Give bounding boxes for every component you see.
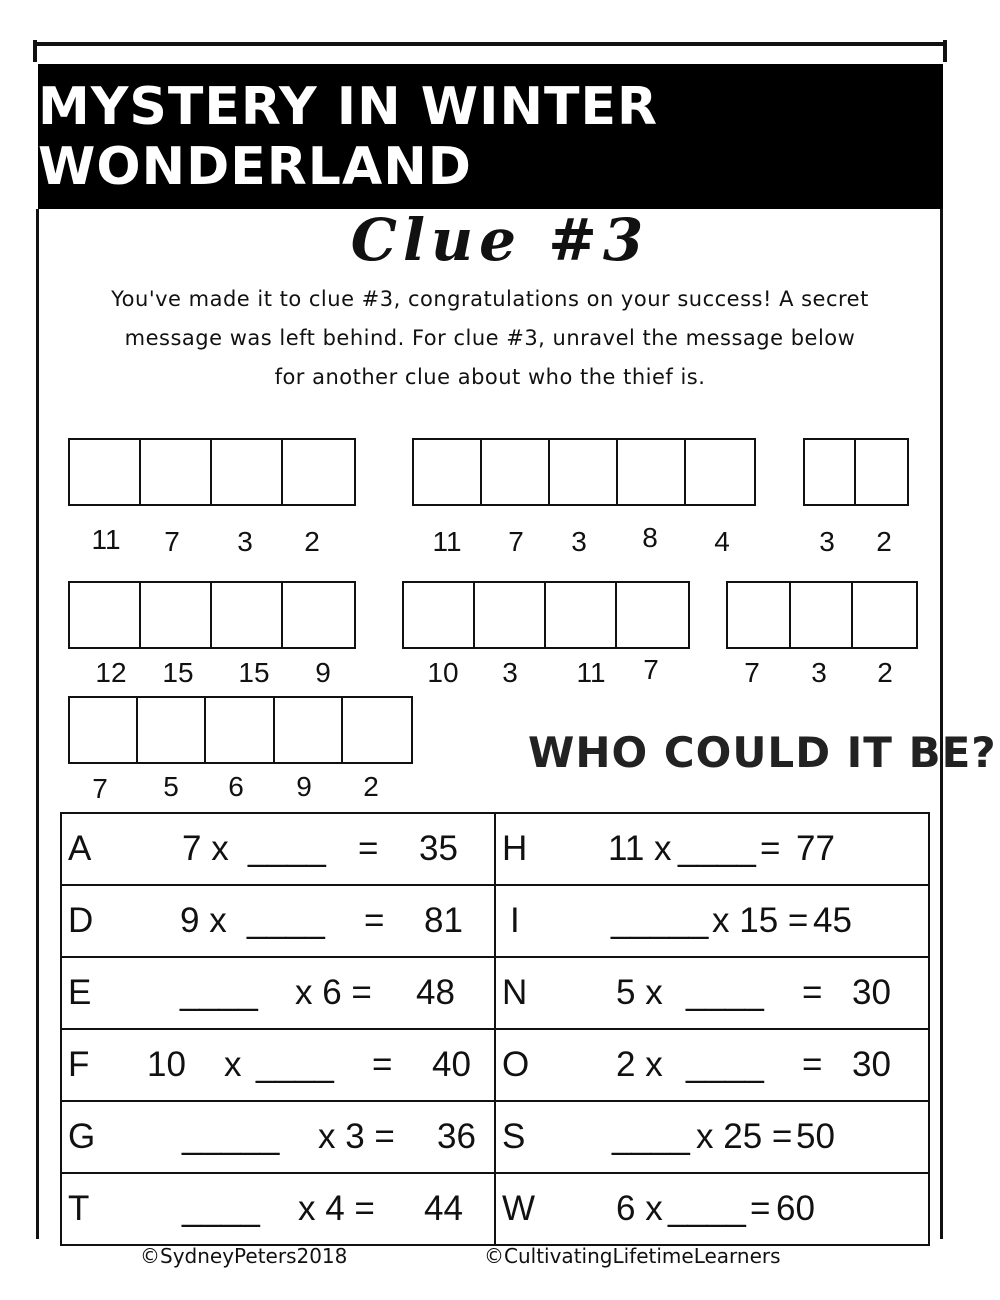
answer-blank[interactable]: ____: [678, 829, 756, 868]
key-factor: 9 x: [180, 901, 227, 940]
letter-box[interactable]: [853, 583, 916, 647]
key-letter: N: [502, 973, 528, 1012]
key-equals: =: [372, 1045, 393, 1084]
key-letter: O: [502, 1045, 530, 1084]
letter-box[interactable]: [482, 440, 550, 504]
key-cell-h: [495, 813, 929, 885]
word-1-boxes[interactable]: [68, 438, 356, 506]
key-equals: =: [802, 1045, 823, 1084]
letter-box[interactable]: [70, 698, 138, 762]
word-number: 11: [432, 526, 462, 557]
key-cell-s: [495, 1101, 929, 1173]
key-result: 30: [852, 973, 891, 1012]
key-letter: S: [502, 1117, 526, 1156]
letter-box[interactable]: [212, 440, 283, 504]
key-letter: H: [502, 829, 528, 868]
intro-line-3: for another clue about who the thief is.: [274, 365, 706, 389]
word-number: 15: [238, 657, 270, 688]
key-factor: 6 x: [616, 1189, 663, 1228]
word-6-boxes[interactable]: [726, 581, 918, 649]
word-number: 3: [819, 526, 835, 557]
key-letter: D: [68, 901, 94, 940]
key-cell-w: [495, 1173, 929, 1245]
key-factor: x 25 =: [696, 1117, 793, 1156]
clue-title: Clue #3: [350, 206, 650, 274]
letter-box[interactable]: [138, 698, 206, 762]
key-result: 36: [437, 1117, 476, 1156]
answer-blank[interactable]: ____: [248, 829, 326, 868]
key-result: 48: [416, 973, 455, 1012]
letter-box[interactable]: [686, 440, 754, 504]
word-number: 3: [811, 657, 827, 688]
letter-box[interactable]: [791, 583, 854, 647]
answer-blank[interactable]: ____: [686, 1045, 764, 1084]
word-number: 12: [95, 657, 127, 688]
table-row: [61, 957, 929, 1029]
word-number: 2: [876, 526, 892, 557]
key-factor: 10: [147, 1045, 186, 1084]
letter-box[interactable]: [212, 583, 283, 647]
letter-box[interactable]: [414, 440, 482, 504]
table-row: [61, 1029, 929, 1101]
word-number: 2: [363, 771, 379, 802]
table-row: [61, 813, 929, 885]
word-number: 6: [228, 771, 244, 802]
key-factor: 11 x: [608, 829, 672, 868]
word-number: 4: [714, 526, 730, 557]
answer-blank[interactable]: _____: [182, 1117, 280, 1156]
title-banner: [38, 64, 943, 209]
word-number: 15: [162, 657, 194, 688]
key-result: 81: [424, 901, 463, 940]
word-2-boxes[interactable]: [412, 438, 756, 506]
letter-box[interactable]: [805, 440, 856, 504]
key-cell-d: [61, 885, 495, 957]
key-cell-f: [61, 1029, 495, 1101]
intro-line-2: message was left behind. For clue #3, unravel the message below: [124, 326, 856, 350]
letter-box[interactable]: [728, 583, 791, 647]
answer-blank[interactable]: ____: [247, 901, 325, 940]
table-row: [61, 885, 929, 957]
letter-box[interactable]: [546, 583, 617, 647]
letter-box[interactable]: [550, 440, 618, 504]
top-rule-right-tick: [943, 40, 947, 62]
key-cell-n: [495, 957, 929, 1029]
key-result: 77: [796, 829, 835, 868]
key-letter: W: [502, 1189, 536, 1228]
word-number: 7: [508, 526, 524, 557]
letter-box[interactable]: [404, 583, 475, 647]
letter-box[interactable]: [206, 698, 274, 762]
word-number: 3: [571, 526, 587, 557]
word-number: 2: [304, 526, 320, 557]
letter-box[interactable]: [70, 583, 141, 647]
key-equals: =: [364, 901, 385, 940]
word-number: 9: [296, 771, 312, 802]
word-number: 7: [643, 654, 659, 685]
key-factor: x 3 =: [318, 1117, 395, 1156]
key-factor: x 4 =: [298, 1189, 375, 1228]
key-times: x: [224, 1045, 242, 1084]
key-cell-i: [495, 885, 929, 957]
banner-title: MYSTERY IN WINTER WONDERLAND: [38, 76, 659, 197]
key-equals: =: [760, 829, 781, 868]
key-letter: I: [510, 901, 520, 940]
key-cell-g: [61, 1101, 495, 1173]
key-letter: F: [68, 1045, 90, 1084]
answer-blank[interactable]: ____: [686, 973, 764, 1012]
intro-line-1: You've made it to clue #3, congratulations on your success! A secret: [111, 287, 869, 311]
letter-box[interactable]: [618, 440, 686, 504]
intro-text: [60, 280, 920, 397]
word-number: 2: [877, 657, 893, 688]
word-number: 11: [576, 657, 606, 688]
key-factor: x 15 =: [712, 901, 809, 940]
key-result: 60: [776, 1189, 815, 1228]
answer-blank[interactable]: ____: [256, 1045, 334, 1084]
table-row: [61, 1101, 929, 1173]
key-factor: x 6 =: [295, 973, 372, 1012]
word-number: 3: [237, 526, 253, 557]
answer-blank[interactable]: _____: [611, 901, 709, 940]
letter-box[interactable]: [141, 583, 212, 647]
key-letter: E: [68, 973, 92, 1012]
key-factor: 7 x: [182, 829, 229, 868]
who-could-it-be-heading: WHO COULD IT BE?: [528, 728, 997, 777]
letter-box[interactable]: [141, 440, 212, 504]
letter-box[interactable]: [856, 440, 907, 504]
word-number: 8: [642, 522, 658, 553]
key-equals: =: [358, 829, 379, 868]
word-4-boxes[interactable]: [68, 581, 356, 649]
key-letter: T: [68, 1189, 90, 1228]
key-factor: 2 x: [616, 1045, 663, 1084]
key-letter: A: [68, 829, 92, 868]
word-number: 10: [427, 657, 459, 688]
key-result: 50: [796, 1117, 835, 1156]
word-3-boxes[interactable]: [803, 438, 909, 506]
top-rule-left-tick: [33, 40, 37, 62]
letter-box[interactable]: [283, 583, 354, 647]
left-border: [36, 209, 39, 1239]
key-cell-a: [61, 813, 495, 885]
word-number: 3: [502, 657, 518, 688]
word-5-boxes[interactable]: [402, 581, 690, 649]
table-row: [61, 1173, 929, 1245]
key-equals: =: [750, 1189, 771, 1228]
word-number: 7: [744, 657, 760, 688]
letter-box[interactable]: [283, 440, 354, 504]
right-border: [940, 209, 943, 1239]
word-number: 11: [91, 524, 121, 555]
key-factor: 5 x: [616, 973, 663, 1012]
footer-copyright-left: ©SydneyPeters2018: [140, 1244, 348, 1268]
key-result: 30: [852, 1045, 891, 1084]
key-cell-t: [61, 1173, 495, 1245]
letter-box[interactable]: [475, 583, 546, 647]
word-number: 7: [92, 773, 108, 804]
letter-box[interactable]: [343, 698, 411, 762]
answer-blank[interactable]: ____: [180, 973, 258, 1012]
key-letter: G: [68, 1117, 96, 1156]
key-result: 45: [813, 901, 852, 940]
key-result: 44: [424, 1189, 463, 1228]
word-number: 7: [164, 526, 180, 557]
answer-blank[interactable]: ____: [668, 1189, 746, 1228]
word-number: 5: [163, 771, 179, 802]
key-cell-e: [61, 957, 495, 1029]
letter-key-table: [60, 812, 930, 1246]
word-number: 9: [315, 657, 331, 688]
key-result: 35: [419, 829, 458, 868]
key-equals: =: [802, 973, 823, 1012]
letter-box[interactable]: [275, 698, 343, 762]
key-cell-o: [495, 1029, 929, 1101]
top-rule: [33, 42, 947, 46]
footer-copyright-right: ©CultivatingLifetimeLearners: [484, 1244, 781, 1268]
letter-box[interactable]: [70, 440, 141, 504]
answer-blank[interactable]: ____: [612, 1117, 690, 1156]
answer-blank[interactable]: ____: [182, 1189, 260, 1228]
word-7-boxes[interactable]: [68, 696, 413, 764]
letter-box[interactable]: [617, 583, 688, 647]
key-result: 40: [432, 1045, 471, 1084]
